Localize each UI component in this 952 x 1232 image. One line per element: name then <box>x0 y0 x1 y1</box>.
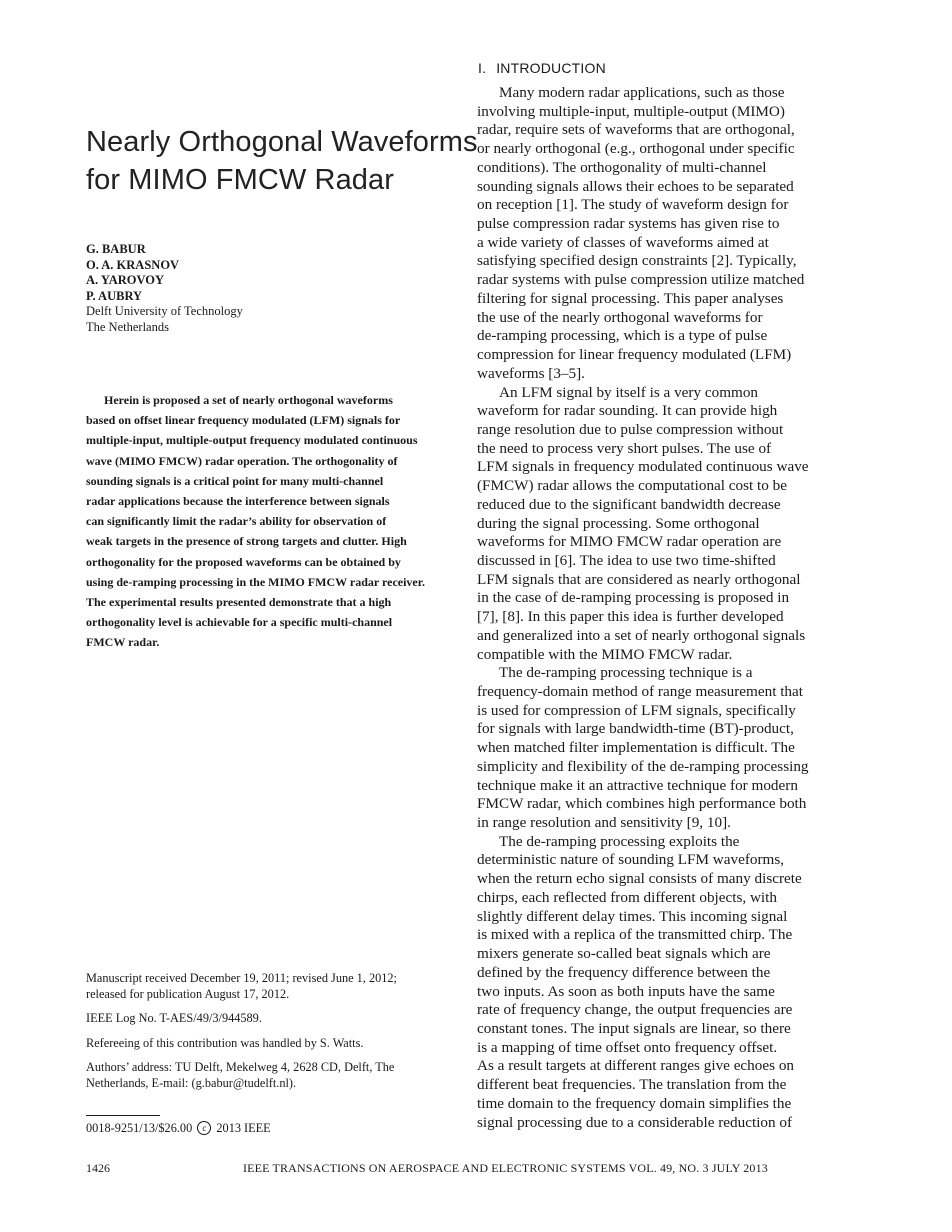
body-line: (FMCW) radar allows the computational cost to be <box>477 477 788 495</box>
body-line: is mixed with a replica of the transmitted chirp. The <box>477 926 793 944</box>
body-line: compression for linear frequency modulated (LFM) <box>477 346 792 364</box>
journal-footer: IEEE TRANSACTIONS ON AEROSPACE AND ELECTRONIC SYSTEMS VOL. 49, NO. 3 JULY 2013 <box>243 1161 768 1175</box>
body-line: LFM signals that are considered as nearly orthogonal <box>477 570 801 588</box>
body-line: LFM signals in frequency modulated continuous wave <box>477 458 809 476</box>
abstract-line: based on offset linear frequency modulated (LFM) signals for <box>86 413 401 428</box>
body-line: a wide variety of classes of waveforms aimed at <box>477 233 769 251</box>
body-line: de-ramping processing, which is a type of pulse <box>477 327 768 345</box>
note-line: Netherlands, E-mail: (g.babur@tudelft.nl). <box>86 1076 297 1091</box>
body-line: compatible with the MIMO FMCW radar. <box>477 645 733 663</box>
body-line: As a result targets at different ranges give echoes on <box>477 1057 795 1075</box>
body-line: [7], [8]. In this paper this idea is further developed <box>477 608 784 626</box>
body-line: pulse compression radar systems has given rise to <box>477 215 780 233</box>
note-line: released for publication August 17, 2012. <box>86 987 290 1002</box>
author-block <box>86 242 446 336</box>
body-line: or nearly orthogonal (e.g., orthogonal under specific <box>477 140 795 158</box>
body-line: is used for compression of LFM signals, specifically <box>477 701 796 719</box>
page-number: 1426 <box>86 1161 110 1175</box>
body-line: different beat frequencies. The translation from the <box>477 1076 787 1094</box>
abstract <box>86 390 462 653</box>
manuscript-received <box>86 970 446 1002</box>
body-line: two inputs. As soon as both inputs have the same <box>477 982 775 1000</box>
note-line: Authors’ address: TU Delft, Mekelweg 4, 2628 CD, Delft, The <box>86 1059 395 1074</box>
body-line: range resolution due to pulse compression without <box>477 420 784 438</box>
copyright-year: 2013 IEEE <box>216 1121 271 1135</box>
section-number: I. <box>478 60 487 76</box>
author-name: P. AUBRY <box>86 288 143 303</box>
body-line: radar systems with pulse compression utilize matched <box>477 271 805 289</box>
copyright-line <box>86 1120 271 1136</box>
body-line: simplicity and flexibility of the de-ramping processing <box>477 757 809 775</box>
body-line: in the case of de-ramping processing is proposed in <box>477 589 790 607</box>
body-line: when matched filter implementation is difficult. The <box>477 739 795 757</box>
body-line: radar, require sets of waveforms that are orthogonal, <box>477 121 795 139</box>
body-line: The de-ramping processing technique is a <box>499 664 753 682</box>
footnote-divider <box>86 1115 160 1116</box>
body-line: technique make it an attractive technique for modern <box>477 776 798 794</box>
body-line: waveforms [3–5]. <box>477 364 585 382</box>
body-line: signal processing due to a considerable reduction of <box>477 1113 793 1131</box>
manuscript-notes <box>86 970 446 1099</box>
body-line: reduced due to the significant bandwidth decrease <box>477 495 781 513</box>
authors-address <box>86 1059 446 1091</box>
body-line: satisfying specified design constraints [2]. Typically, <box>477 252 797 270</box>
author-affiliation: The Netherlands <box>86 319 169 334</box>
paper-title <box>86 123 478 199</box>
body-line: waveforms for MIMO FMCW radar operation are <box>477 533 782 551</box>
abstract-line: weak targets in the presence of strong targets and clutter. High <box>86 534 407 549</box>
author-affiliation: Delft University of Technology <box>86 304 243 319</box>
body-line: Many modern radar applications, such as those <box>499 84 785 101</box>
body-line: in range resolution and sensitivity [9, 10]. <box>477 814 731 832</box>
abstract-line: orthogonality for the proposed waveforms can be obtained by <box>86 554 401 569</box>
body-line: discussed in [6]. The idea to use two time-shifted <box>477 551 776 569</box>
body-line: frequency-domain method of range measurement that <box>477 683 803 700</box>
body-line: The de-ramping processing exploits the <box>499 832 740 850</box>
note-line: Refereeing of this contribution was handled by S. Watts. <box>86 1035 364 1050</box>
section-heading <box>478 59 606 77</box>
body-line: involving multiple-input, multiple-output (MIMO) <box>477 102 785 120</box>
title-line: Nearly Orthogonal Waveforms <box>86 126 478 159</box>
title-line: for MIMO FMCW Radar <box>86 164 395 197</box>
author-name: A. YAROVOY <box>86 273 164 288</box>
abstract-line: The experimental results presented demonstrate that a high <box>86 595 392 610</box>
body-line: filtering for signal processing. This paper analyses <box>477 289 784 307</box>
note-line: IEEE Log No. T-AES/49/3/944589. <box>86 1011 262 1026</box>
body-line: constant tones. The input signals are linear, so there <box>477 1019 791 1037</box>
body-line: slightly different delay times. This incoming signal <box>477 907 788 925</box>
body-line: waveform for radar sounding. It can provide high <box>477 402 778 420</box>
body-line: FMCW radar, which combines high performance both <box>477 795 807 813</box>
abstract-line: orthogonality level is achievable for a specific multi-channel <box>86 615 393 630</box>
body-line: rate of frequency change, the output frequencies are <box>477 1001 793 1019</box>
body-line: and generalized into a set of nearly orthogonal signals <box>477 626 806 644</box>
section-title: INTRODUCTION <box>496 60 606 76</box>
abstract-line: multiple-input, multiple-output frequency modulated continuous <box>86 433 418 448</box>
body-line: for signals with large bandwidth-time (BT)-product, <box>477 720 794 738</box>
abstract-line: radar applications because the interference between signals <box>86 494 390 509</box>
abstract-line: FMCW radar. <box>86 635 160 650</box>
copyright-icon: c <box>197 1121 211 1135</box>
refereeing-note <box>86 1035 446 1051</box>
ieee-log-number <box>86 1010 446 1026</box>
introduction-body <box>477 84 857 1132</box>
abstract-line: sounding signals is a critical point for many multi-channel <box>86 473 384 488</box>
body-line: defined by the frequency difference between the <box>477 963 771 981</box>
body-line: is a mapping of time offset onto frequency offset. <box>477 1038 778 1056</box>
abstract-line: using de-ramping processing in the MIMO FMCW radar receiver. <box>86 574 425 589</box>
body-line: sounding signals allows their echoes to be separated <box>477 177 794 195</box>
body-line: during the signal processing. Some orthogonal <box>477 514 760 532</box>
body-line: the use of the nearly orthogonal waveforms for <box>477 308 763 326</box>
author-name: O. A. KRASNOV <box>86 257 180 272</box>
abstract-line: Herein is proposed a set of nearly orthogonal waveforms <box>104 393 393 407</box>
body-line: chirps, each reflected from different objects, with <box>477 888 777 906</box>
body-line: time domain to the frequency domain simplifies the <box>477 1094 792 1112</box>
author-name: G. BABUR <box>86 242 146 256</box>
body-line: An LFM signal by itself is a very common <box>499 383 759 401</box>
body-line: mixers generate so-called beat signals which are <box>477 945 771 963</box>
abstract-line: can significantly limit the radar’s ability for observation of <box>86 514 387 529</box>
abstract-line: wave (MIMO FMCW) radar operation. The orthogonality of <box>86 453 398 468</box>
body-line: the need to process very short pulses. The use of <box>477 439 772 457</box>
price-code: 0018-9251/13/$26.00 <box>86 1121 193 1135</box>
body-line: deterministic nature of sounding LFM waveforms, <box>477 851 785 869</box>
body-line: conditions). The orthogonality of multi-channel <box>477 158 767 176</box>
body-line: when the return echo signal consists of many discrete <box>477 870 802 888</box>
note-line: Manuscript received December 19, 2011; revised June 1, 2012; <box>86 971 397 985</box>
body-line: on reception [1]. The study of waveform design for <box>477 196 789 214</box>
